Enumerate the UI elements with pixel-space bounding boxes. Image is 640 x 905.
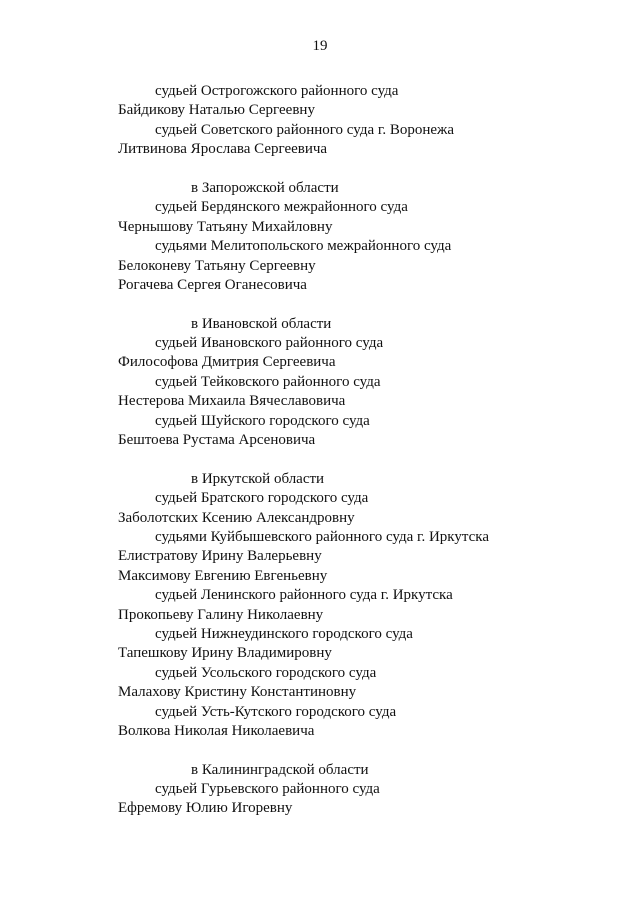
judge-name: Рогачева Сергея Оганесовича [118, 276, 307, 293]
court-line: судьей Бердянского межрайонного суда [155, 199, 408, 216]
region-heading: в Ивановской области [191, 315, 332, 332]
region-section-ivanovo [0, 315, 640, 451]
region-heading: в Калининградской области [191, 761, 369, 778]
region-section-zaporozhye [0, 179, 640, 295]
court-line: судьей Советского районного суда г. Воронежа [155, 121, 455, 138]
court-line: судьей Усть-Кутского городского суда [155, 703, 397, 720]
court-line: судьей Нижнеудинского городского суда [155, 625, 413, 642]
court-line: судьями Куйбышевского районного суда г. Иркутска [155, 528, 489, 545]
judge-name: Волкова Николая Николаевича [118, 722, 315, 739]
court-line: судьей Ленинского районного суда г. Иркутска [155, 587, 453, 604]
appointments-list [0, 82, 640, 819]
judge-name: Бештоева Рустама Арсеновича [118, 432, 316, 449]
judge-name: Байдикову Наталью Сергеевну [118, 102, 315, 119]
region-section-kaliningrad [0, 761, 640, 819]
region-heading: в Запорожской области [191, 179, 339, 196]
court-line: судьей Братского городского суда [155, 490, 369, 507]
court-line: судьей Усольского городского суда [155, 664, 377, 681]
lead-block [0, 82, 640, 160]
page-number: 19 [312, 38, 328, 54]
court-line: судьей Тейковского районного суда [155, 373, 381, 390]
judge-name: Ефремову Юлию Игоревну [118, 800, 293, 817]
judge-name: Заболотских Ксению Александровну [118, 509, 355, 526]
judge-name: Нестерова Михаила Вячеславовича [118, 393, 346, 410]
judge-name: Елистратову Ирину Валерьевну [118, 548, 322, 565]
court-line: судьей Острогожского районного суда [155, 83, 399, 99]
judge-name: Максимову Евгению Евгеньевну [118, 567, 328, 584]
court-line: судьей Гурьевского районного суда [155, 781, 380, 798]
court-line: судьей Шуйского городского суда [155, 412, 370, 429]
judge-name: Белоконеву Татьяну Сергеевну [118, 257, 316, 274]
region-section-irkutsk [0, 470, 640, 741]
region-heading: в Иркутской области [191, 470, 325, 487]
court-line: судьей Ивановского районного суда [155, 335, 384, 352]
court-line: судьями Мелитопольского межрайонного суда [155, 238, 452, 255]
judge-name: Малахову Кристину Константиновну [118, 684, 357, 701]
judge-name: Тапешкову Ирину Владимировну [118, 645, 332, 662]
judge-name: Философова Дмитрия Сергеевича [118, 354, 336, 371]
judge-name: Прокопьеву Галину Николаевну [118, 606, 324, 623]
judge-name: Литвинова Ярослава Сергеевича [118, 141, 328, 158]
judge-name: Чернышову Татьяну Михайловну [118, 218, 333, 235]
